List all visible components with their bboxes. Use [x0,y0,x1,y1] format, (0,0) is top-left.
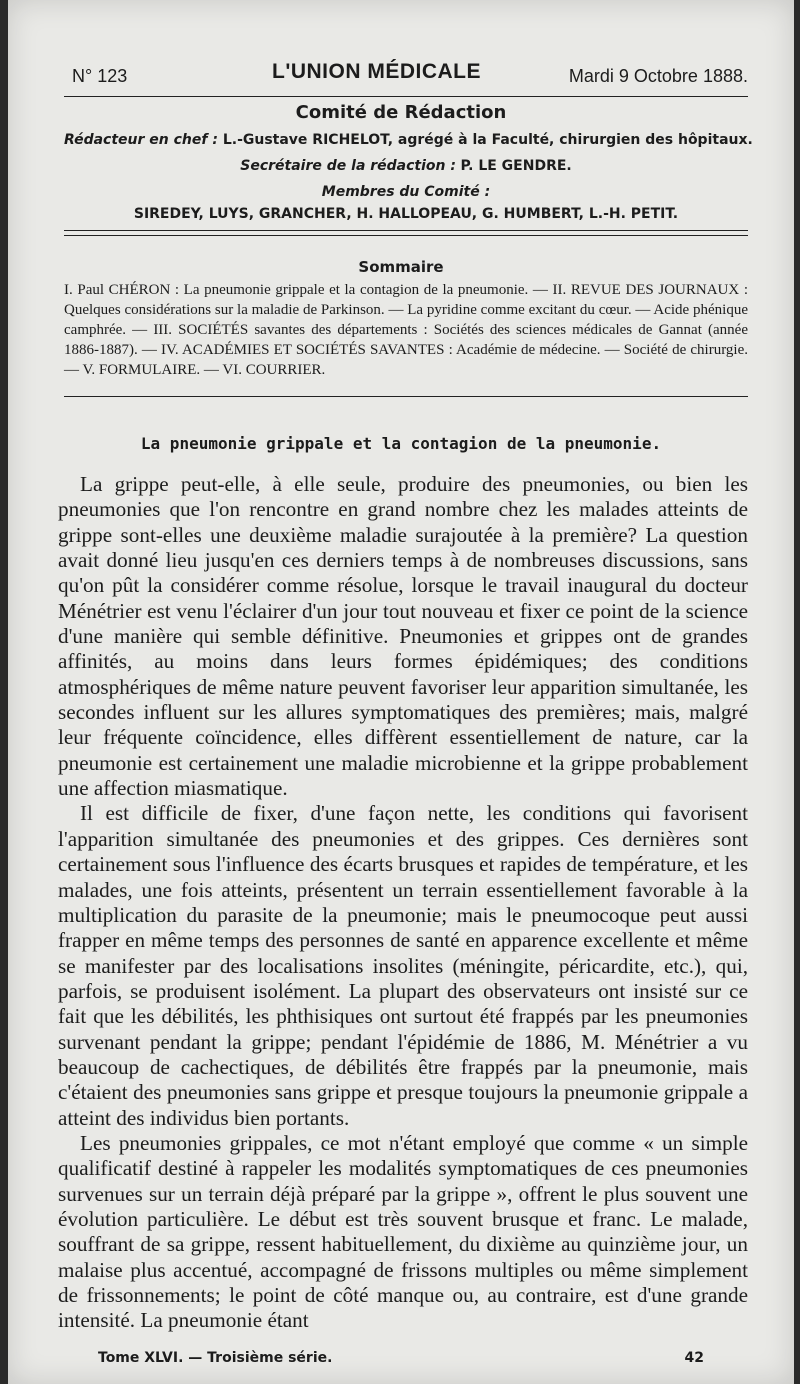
page-number: 42 [684,1350,704,1366]
article-body [58,472,748,1334]
article-title: La pneumonie grippale et la contagion de la pneumonie. [140,434,662,453]
comite-rule-1 [64,230,748,231]
article-paragraph: Les pneumonies grippales, ce mot n'étant employé que comme « un simple qualificatif destiné à rappeler les modalités symptomatiques de ces pneumonies survenues sur un terrain déjà préparé par la grippe », offrent le plus souvent une évolution particulière. Le début est très souvent brusque et franc. Le malade, souffrant de sa grippe, ressent habituellement, du dixième au quinzième jour, un malaise plus accentué, accompagné de frissons multiples ou même simplement de frissonnements; le point de côté manque ou, au contraire, est d'une grande intensité. La pneumonie étant [58,1130,748,1333]
sommaire-text: I. Paul CHÉRON : La pneumonie grippale et la contagion de la pneumonie. — II. REVUE DES JOURNAUX : Quelques considérations sur la maladie de Parkinson. — La pyridine comme excitant du cœur. — Acide phénique camphrée. — III. SOCIÉTÉS savantes des départements : Sociétés des sciences médicales de Gannat (année 1886-1887). — IV. ACADÉMIES ET SOCIÉTÉS SAVANTES : Académie de médecine. — Société de chirurgie. — V. FORMULAIRE. — VI. COURRIER. [64,282,748,378]
comite-title: Comité de Rédaction [295,102,507,123]
redacteur-value: L.-Gustave RICHELOT, agrégé à la Faculté, chirurgien des hôpitaux. [222,132,753,148]
issue-number: N° 123 [72,66,128,86]
article-paragraph: Il est difficile de fixer, d'une façon nette, les conditions qui favorisent l'apparition simultanée des pneumonies et des grippes. Ces dernières sont certainement sous l'influence des écarts brusques et rapides de température, et les malades, une fois atteints, présentent un terrain essentiellement favorable à la multiplication du parasite de la pneumonie; mais le pneumocoque peut aussi frapper en même temps des personnes de santé en apparence excellente et même se manifester par des localisations insolites (méningite, péricardite, etc.), qui, parfois, se produisent isolément. La plupart des observateurs ont insisté sur ce fait que les débilités, les phthisiques ont surtout été frappés par les pneumonies survenant pendant la grippe; pendant l'épidémie de 1886, M. Ménétrier a vu beaucoup de cachectiques, de débilités être frappés par la pneumonie, mais c'étaient des pneumonies sans grippe et presque toujours la pneumonie grippale a atteint des individus bien portants. [58,801,748,1130]
journal-page [8,0,794,1384]
secretaire-line [64,158,748,174]
header-rule [64,96,748,97]
secretaire-label: Secrétaire de la rédaction : [240,158,456,174]
article-paragraph: La grippe peut-elle, à elle seule, produire des pneumonies, ou bien les pneumonies que l'on rencontre en grand nombre chez les malades atteints de grippe sont-elles une deuxième maladie surajoutée à la première? La question avait donné lieu jusqu'en ces derniers temps à de nombreuses discussions, sans qu'on pût la considérer comme résolue, lorsque le travail inaugural du docteur Ménétrier est venu l'éclairer d'un jour tout nouveau et fixer ce point de la science d'une manière qui semble définitive. Pneumonies et grippes ont de grandes affinités, au moins dans leurs formes épidémiques; des conditions atmosphériques de même nature peuvent favoriser leur apparition simultanée, les secondes influent sur les allures symptomatiques des premières; mais, malgré leur fréquente coïncidence, elles diffèrent essentiellement de nature, car la pneumonie est certainement une maladie microbienne et la grippe probablement une affection miasmatique. [58,472,748,801]
journal-title: L'UNION MÉDICALE [272,60,481,83]
sommaire-rule [64,396,748,397]
redacteur-line [64,132,753,148]
issue-date: Mardi 9 Octobre 1888. [568,66,748,86]
redacteur-label: Rédacteur en chef : [64,132,218,148]
sommaire-title: Sommaire [358,258,444,276]
membres-value: SIREDEY, LUYS, GRANCHER, H. HALLOPEAU, G. HUMBERT, L.-H. PETIT. [133,206,679,222]
page-header [72,60,748,92]
comite-rule-2 [64,235,748,236]
membres-label: Membres du Comité : [321,184,491,200]
tome-label: Tome XLVI. — Troisième série. [98,1350,333,1366]
secretaire-value: P. LE GENDRE. [460,158,572,174]
membres-label-line [64,184,748,200]
page-footer [98,1350,704,1366]
